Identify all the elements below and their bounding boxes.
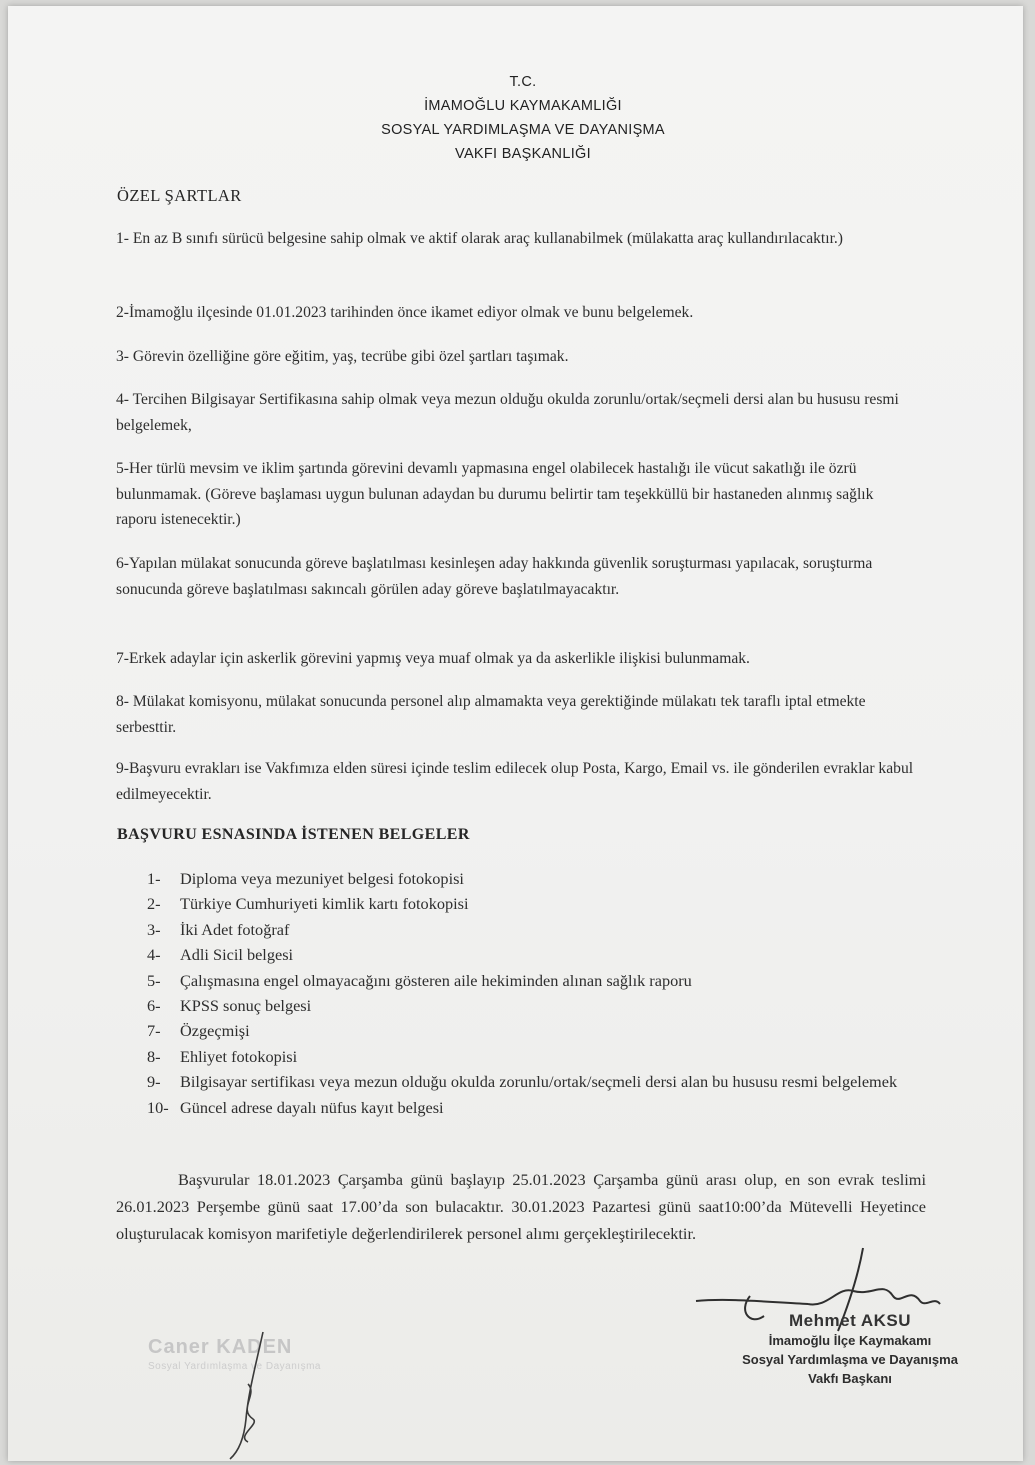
document-list-item — [147, 891, 907, 916]
document-list-item — [147, 1018, 907, 1043]
condition-item-5: 5-Her türlü mevsim ve iklim şartında görevini devamlı yapmasına engel olabilecek hastalığı ile vücut sakatlığı ile özrü bulunmamak. (Göreve başlaması uygun bulunan adaydan bu durumu belirtir tam teşekküllü bir hastaneden alınmış sağlık raporu istenecektir.) — [116, 460, 874, 528]
document-item-number: 8- — [147, 1046, 161, 1066]
condition-item-3: 3- Görevin özelliğine göre eğitim, yaş, tecrübe gibi özel şartları taşımak. — [116, 348, 569, 365]
document-list-item — [147, 866, 907, 891]
document-list-item — [147, 1095, 907, 1120]
condition-item-8: 8- Mülakat komisyonu, mülakat sonucunda personel alıp almamakta veya gerektiğinde mülakatı tek taraflı iptal etmekte serbesttir. — [116, 693, 866, 736]
document-item-text: Güncel adrese dayalı nüfus kayıt belgesi — [180, 1097, 444, 1117]
document-item-number: 10- — [147, 1097, 169, 1117]
header-presidency: VAKFI BAŞKANLIĞI — [455, 146, 591, 162]
document-list-item — [147, 1044, 907, 1069]
left-signature-scribble — [208, 1324, 288, 1461]
document-item-number: 6- — [147, 996, 161, 1016]
document-list-item — [147, 968, 907, 993]
condition-item-6: 6-Yapılan mülakat sonucunda göreve başlatılması kesinleşen aday hakkında güvenlik soruşturması yapılacak, soruşturma sonucunda göreve başlatılması sakıncalı görülen aday göreve başlatılmayacaktır. — [116, 555, 873, 598]
document-item-text: Türkiye Cumhuriyeti kimlik kartı fotokopisi — [180, 894, 469, 914]
stamp-subtitle: Sosyal Yardımlaşma ve Dayanışma — [148, 1361, 321, 1372]
special-conditions-title: ÖZEL ŞARTLAR — [117, 186, 242, 205]
condition-item-1: 1- En az B sınıfı sürücü belgesine sahip olmak ve aktif olarak araç kullanabilmek (mülakatta araç kullandırılacaktır.) — [116, 230, 844, 247]
document-item-text: Özgeçmişi — [180, 1021, 250, 1041]
signature-block — [720, 1311, 980, 1388]
document-item-text: Çalışmasına engel olmayacağını gösteren aile hekiminden alınan sağlık raporu — [180, 970, 692, 990]
signatory-title-3: Vakfı Başkanı — [808, 1371, 892, 1386]
required-documents-list — [147, 866, 907, 1120]
header-kaymakamlik: İMAMOĞLU KAYMAKAMLIĞI — [424, 98, 622, 114]
document-item-text: Diploma veya mezuniyet belgesi fotokopisi — [180, 869, 464, 888]
required-documents-title: BAŞVURU ESNASINDA İSTENEN BELGELER — [117, 826, 470, 843]
document-list-item — [147, 917, 907, 942]
letterhead — [8, 70, 1023, 166]
document-list-item — [147, 1069, 907, 1094]
document-item-number: 2- — [147, 894, 161, 914]
header-foundation: SOSYAL YARDIMLAŞMA VE DAYANIŞMA — [381, 122, 665, 138]
condition-item-2: 2-İmamoğlu ilçesinde 01.01.2023 tarihinden önce ikamet ediyor olmak ve bunu belgelemek. — [116, 304, 694, 321]
document-item-number: 7- — [147, 1021, 161, 1041]
document-item-text: Ehliyet fotokopisi — [180, 1046, 298, 1066]
stamp-name: Caner KADEN — [148, 1336, 293, 1358]
signatory-title-2: Sosyal Yardımlaşma ve Dayanışma — [742, 1352, 958, 1367]
document-item-text: KPSS sonuç belgesi — [180, 996, 312, 1016]
header-tc: T.C. — [509, 74, 537, 90]
signatory-name: Mehmet AKSU — [789, 1311, 911, 1330]
document-list-item — [147, 942, 907, 967]
signatory-title-1: İmamoğlu İlçe Kaymakamı — [768, 1333, 932, 1348]
document-list-item — [147, 993, 907, 1018]
document-item-text: Bilgisayar sertifikası veya mezun olduğu okulda zorunlu/ortak/seçmeli dersi alan bu hususu resmi belgelemek — [180, 1072, 898, 1092]
document-item-text: Adli Sicil belgesi — [180, 945, 294, 965]
document-item-text: İki Adet fotoğraf — [180, 919, 290, 939]
condition-item-7: 7-Erkek adaylar için askerlik görevini yapmış veya muaf olmak ya da askerlikle ilişkisi bulunmamak. — [116, 650, 750, 667]
document-item-number: 9- — [147, 1072, 161, 1092]
closing-paragraph: Başvurular 18.01.2023 Çarşamba günü başlayıp 25.01.2023 Çarşamba günü arası olup, en son evrak teslimi 26.01.2023 Perşembe günü saat 17.00’da son bulacaktır. 30.01.2023 Pazartesi günü saat10:00’da Mütevelli Heyetince oluşturulacak komisyon marifetiyle değerlendirilerek personel alımı gerçekleştirilecektir. — [116, 1170, 926, 1243]
condition-item-4: 4- Tercihen Bilgisayar Sertifikasına sahip olmak veya mezun olduğu okulda zorunlu/ortak/seçmeli dersi alan bu hususu resmi belgelemek, — [116, 391, 899, 434]
document-page — [8, 6, 1023, 1461]
document-item-number: 1- — [147, 869, 161, 888]
document-item-number: 4- — [147, 945, 161, 965]
document-item-number: 5- — [147, 970, 161, 990]
condition-item-9: 9-Başvuru evrakları ise Vakfımıza elden süresi içinde teslim edilecek olup Posta, Kargo, Email vs. ile gönderilen evraklar kabul edilmeyecektir. — [116, 760, 914, 803]
document-item-number: 3- — [147, 919, 161, 939]
